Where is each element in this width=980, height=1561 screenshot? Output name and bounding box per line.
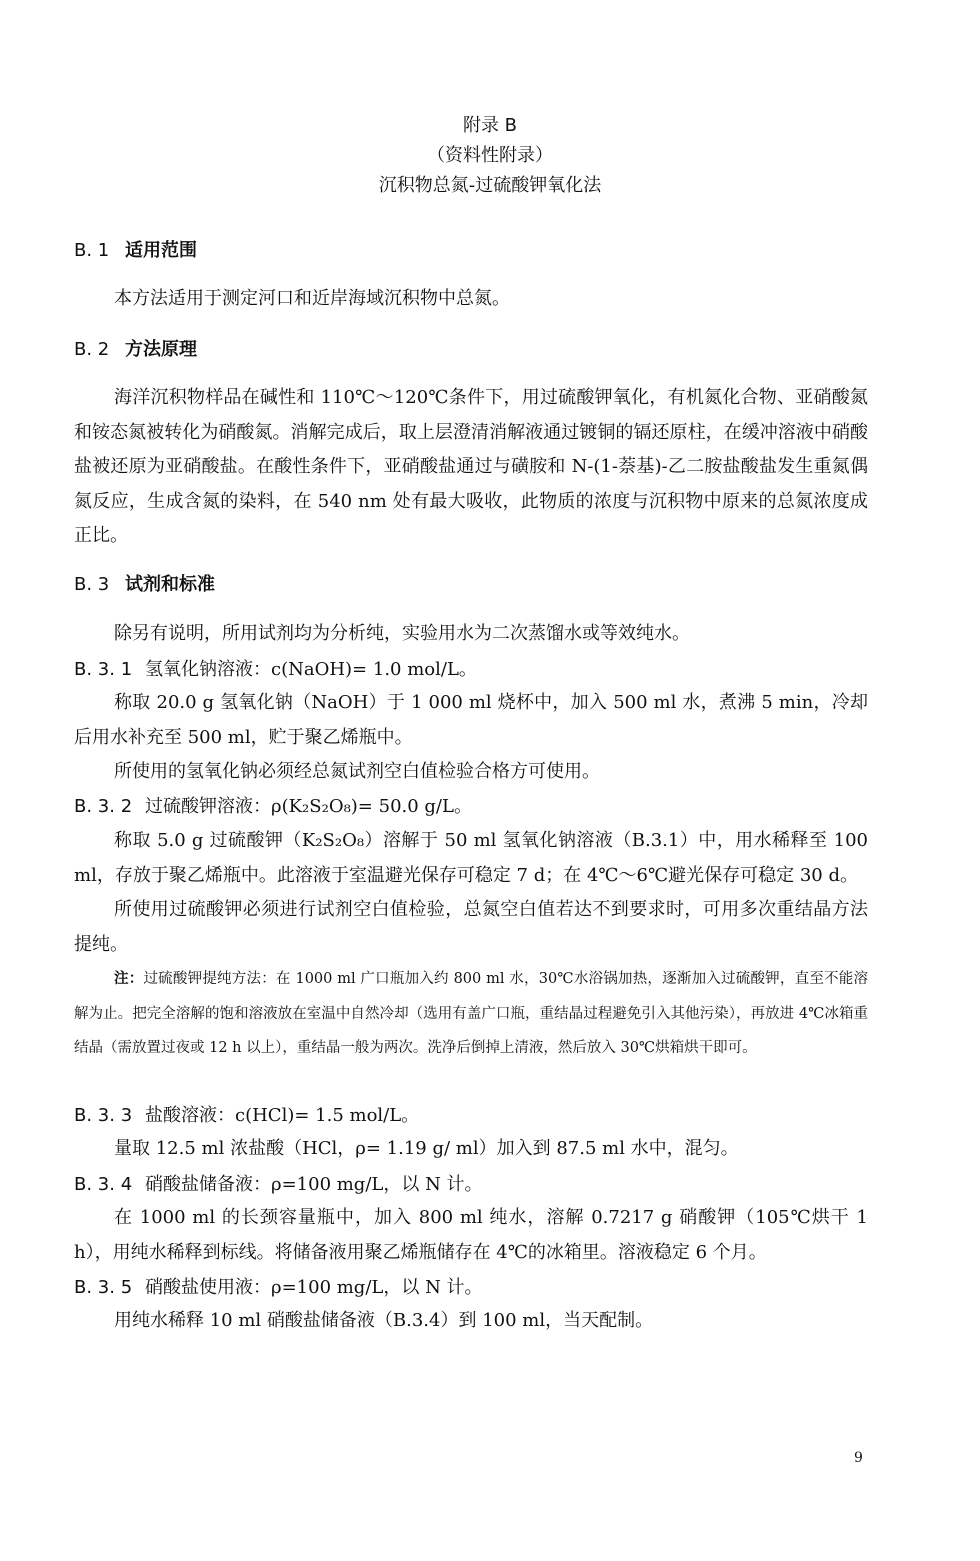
page-number: 9 — [854, 1450, 863, 1466]
subsection-b34-heading — [74, 1173, 868, 1197]
appendix-title: 沉积物总氮-过硫酸钾氧化法 — [378, 175, 602, 196]
subsection-b31-p2: 所使用的氢氧化钠必须经总氮试剂空白值检验合格方可使用。 — [114, 761, 600, 782]
section-b2-text: 海洋沉积物样品在碱性和 110℃～120℃条件下，用过硫酸钾氧化，有机氮化合物、亚硝酸氮和铵态氮被转化为硝酸氮。消解完成后，取上层澄清消解液通过镀铜的镉还原柱，在缓冲溶液中硝酸盐被还原为亚硝酸盐。在酸性条件下，亚硝酸盐通过与磺胺和 N-(1-萘基)-乙二胺盐酸盐发生重氮偶氮反应，生成含氮的染料，在 540 nm 处有最大吸收，此物质的浓度与沉积物中原来的总氮浓度成正比。 — [74, 387, 868, 546]
note-text: 过硫酸钾提纯方法：在 1000 ml 广口瓶加入约 800 ml 水，30℃水浴锅加热，逐渐加入过硫酸钾，直至不能溶解为止。把完全溶解的饱和溶液放在室温中自然冷却（选用有盖广口瓶，重结晶过程避免引入其他污染），再放进 4℃冰箱重结晶（需放置过夜或 12 h 以上），重结晶一般为两次。洗净后倒掉上清液，然后放入 30℃烘箱烘干即可。 — [74, 971, 869, 1056]
subsection-number: B. 3. 3 — [74, 1105, 133, 1126]
section-b1-heading — [74, 239, 197, 263]
subsection-number: B. 3. 4 — [74, 1174, 133, 1195]
section-title: 适用范围 — [125, 240, 197, 261]
section-b3-intro: 除另有说明，所用试剂均为分析纯，实验用水为二次蒸馏水或等效纯水。 — [114, 623, 690, 644]
appendix-type: （资料性附录） — [427, 145, 553, 166]
subsection-number: B. 3. 1 — [74, 659, 133, 680]
subsection-title: 硝酸盐使用液：ρ=100 mg/L，以 N 计。 — [145, 1277, 483, 1298]
subsection-b35-heading — [74, 1276, 868, 1300]
section-number: B. 3 — [74, 574, 110, 595]
section-b3-heading — [74, 573, 215, 597]
subsection-b31-p1: 称取 20.0 g 氢氧化钠（NaOH）于 1 000 ml 烧杯中，加入 500 ml 水，煮沸 5 min，冷却后用水补充至 500 ml，贮于聚乙烯瓶中。 — [74, 692, 868, 748]
subsection-b32-note — [74, 962, 868, 1066]
subsection-title: 过硫酸钾溶液：ρ(K₂S₂O₈)= 50.0 g/L。 — [145, 796, 472, 817]
section-title: 试剂和标准 — [125, 574, 215, 595]
subsection-title: 盐酸溶液：c(HCl)= 1.5 mol/L。 — [145, 1105, 420, 1126]
section-b2-heading — [74, 338, 197, 362]
appendix-label: 附录 B — [462, 115, 518, 136]
subsection-title: 硝酸盐储备液：ρ=100 mg/L，以 N 计。 — [145, 1174, 483, 1195]
subsection-number: B. 3. 2 — [74, 796, 133, 817]
note-label: 注： — [114, 971, 144, 987]
subsection-title: 氢氧化钠溶液：c(NaOH)= 1.0 mol/L。 — [145, 659, 477, 680]
section-number: B. 2 — [74, 339, 110, 360]
subsection-b32-heading — [74, 795, 868, 819]
subsection-number: B. 3. 5 — [74, 1277, 133, 1298]
subsection-b35-p1: 用纯水稀释 10 ml 硝酸盐储备液（B.3.4）到 100 ml，当天配制。 — [114, 1310, 654, 1331]
subsection-b33-heading — [74, 1104, 868, 1128]
subsection-b34-p1: 在 1000 ml 的长颈容量瓶中，加入 800 ml 纯水，溶解 0.7217 g 硝酸钾（105℃烘干 1 h），用纯水稀释到标线。将储备液用聚乙烯瓶储存在 4℃的冰箱里。溶液稳定 6 个月。 — [74, 1207, 868, 1263]
section-b1-text: 本方法适用于测定河口和近岸海域沉积物中总氮。 — [114, 288, 510, 309]
subsection-b31-heading — [74, 658, 868, 682]
section-title: 方法原理 — [125, 339, 197, 360]
subsection-b32-p1: 称取 5.0 g 过硫酸钾（K₂S₂O₈）溶解于 50 ml 氢氧化钠溶液（B.3.1）中，用水稀释至 100 ml，存放于聚乙烯瓶中。此溶液于室温避光保存可稳定 7 d；在 4℃～6℃避光保存可稳定 30 d。 — [74, 830, 868, 886]
section-number: B. 1 — [74, 240, 110, 261]
subsection-b33-p1: 量取 12.5 ml 浓盐酸（HCl，ρ= 1.19 g/ ml）加入到 87.5 ml 水中，混匀。 — [114, 1138, 739, 1159]
subsection-b32-p2: 所使用过硫酸钾必须进行试剂空白值检验，总氮空白值若达不到要求时，可用多次重结晶方法提纯。 — [74, 899, 868, 955]
